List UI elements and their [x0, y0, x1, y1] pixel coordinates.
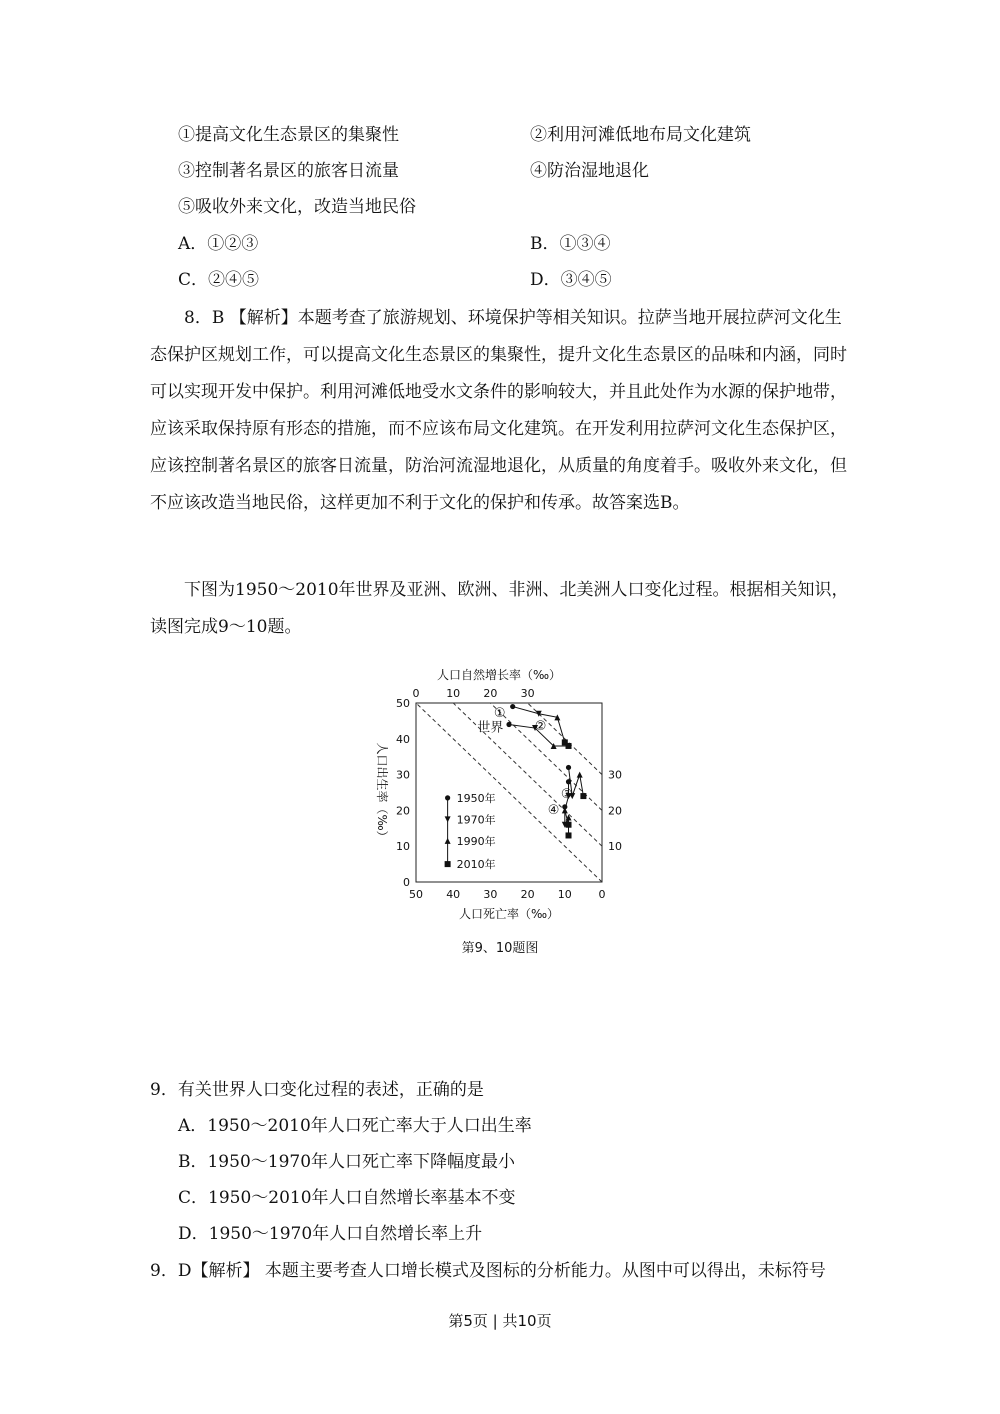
top-tick-label: 0 [412, 687, 420, 700]
x-tick-label: 20 [520, 888, 535, 901]
option-b: B．①③④ [530, 234, 611, 254]
legend-marker [445, 795, 450, 800]
x-tick-label: 50 [409, 888, 423, 901]
option-c: C．②④⑤ [178, 270, 260, 290]
data-point [566, 832, 572, 838]
isoline-0 [416, 703, 602, 882]
statement-2: ②利用河滩低地布局文化建筑 [530, 125, 751, 145]
option-a: A．①②③ [178, 234, 259, 254]
statement-1: ①提高文化生态景区的集聚性 [178, 125, 399, 145]
y-tick-label: 50 [396, 697, 410, 710]
q9-option-b: B．1950～1970年人口死亡率下降幅度最小 [178, 1152, 516, 1172]
x-axis-title: 人口死亡率（‰） [458, 907, 560, 921]
q9-answer: 9．D【解析】 本题主要考查人口增长模式及图标的分析能力。从图中可以得出，未标符号 [150, 1261, 826, 1281]
data-point [566, 743, 572, 749]
population-chart [360, 655, 660, 925]
legend-marker [445, 838, 451, 844]
series-label: 世界 [477, 720, 504, 736]
q9-option-a: A．1950～2010年人口死亡率大于人口出生率 [178, 1116, 532, 1136]
q9-option-d: D．1950～1970年人口自然增长率上升 [178, 1224, 483, 1244]
y-tick-label: 20 [396, 804, 410, 818]
q8-answer: 8．B 【解析】本题考查了旅游规划、环境保护等相关知识。拉萨当地开展拉萨河文化生态保护区规划工作，可以提高文化生态景区的集聚性，提升文化生态景区的品味和内涵，同时可以实现开发中保护。利用河滩低地受水文条件的影响较大，并且此处作为水源的保护地带，应该采取保持原有形态的措施，而不应该布局文化建筑。在开发利用拉萨河文化生态保护区，应该控制著名景区的旅客日流量，防治河流湿地退化，从质量的角度着手。吸收外来文化，但不应该改造当地民俗，这样更加不利于文化的保护和传承。故答案选B。 [150, 308, 847, 513]
statement-4: ④防治湿地退化 [530, 161, 649, 181]
series-label: ③ [560, 786, 573, 802]
q9-stem: 9．有关世界人口变化过程的表述，正确的是 [150, 1080, 484, 1100]
y-tick-label: 0 [403, 876, 410, 889]
top-tick-label: 10 [446, 687, 461, 700]
option-d: D．③④⑤ [530, 270, 612, 290]
top-axis-title: 人口自然增长率（‰） [436, 668, 562, 682]
right-tick-label: 10 [608, 840, 622, 854]
data-point [577, 772, 583, 778]
series-label: ① [493, 706, 506, 722]
y-tick-label: 40 [396, 732, 410, 746]
x-tick-label: 10 [557, 888, 572, 901]
data-point [580, 793, 586, 799]
legend-label: 1990年 [456, 834, 496, 848]
data-point [510, 704, 515, 709]
x-tick-label: 0 [598, 888, 606, 901]
top-tick-label: 20 [483, 687, 498, 700]
figure-caption: 第9、10题图 [461, 941, 539, 956]
chart-svg [360, 655, 660, 925]
data-point [506, 722, 511, 727]
series-label: ② [534, 718, 547, 734]
q9-option-c: C．1950～2010年人口自然增长率基本不变 [178, 1188, 516, 1208]
statement-3: ③控制著名景区的旅客日流量 [178, 161, 399, 181]
y-axis-title: 人口出生率（‰） [375, 742, 389, 843]
legend-marker [445, 816, 451, 822]
x-tick-label: 30 [483, 888, 498, 901]
statement-5: ⑤吸收外来文化，改造当地民俗 [178, 197, 416, 217]
intro-text: 下图为1950～2010年世界及亚洲、欧洲、非洲、北美洲人口变化过程。根据相关知识，读图完成9～10题。 [150, 580, 849, 637]
top-tick-label: 30 [520, 687, 535, 700]
right-tick-label: 30 [608, 768, 622, 782]
legend-marker [445, 861, 451, 867]
series-label: ④ [547, 802, 560, 818]
legend-label: 1970年 [456, 813, 496, 827]
data-point [562, 804, 567, 809]
y-tick-label: 30 [396, 768, 410, 782]
data-point [566, 765, 571, 770]
isoline-10 [416, 667, 602, 846]
legend-label: 2010年 [456, 858, 496, 872]
x-tick-label: 40 [446, 888, 461, 901]
right-tick-label: 20 [608, 804, 622, 818]
legend-label: 1950年 [456, 791, 496, 805]
y-tick-label: 10 [396, 840, 410, 854]
data-point [566, 779, 571, 784]
page-footer: 第5页 | 共10页 [448, 1312, 552, 1330]
